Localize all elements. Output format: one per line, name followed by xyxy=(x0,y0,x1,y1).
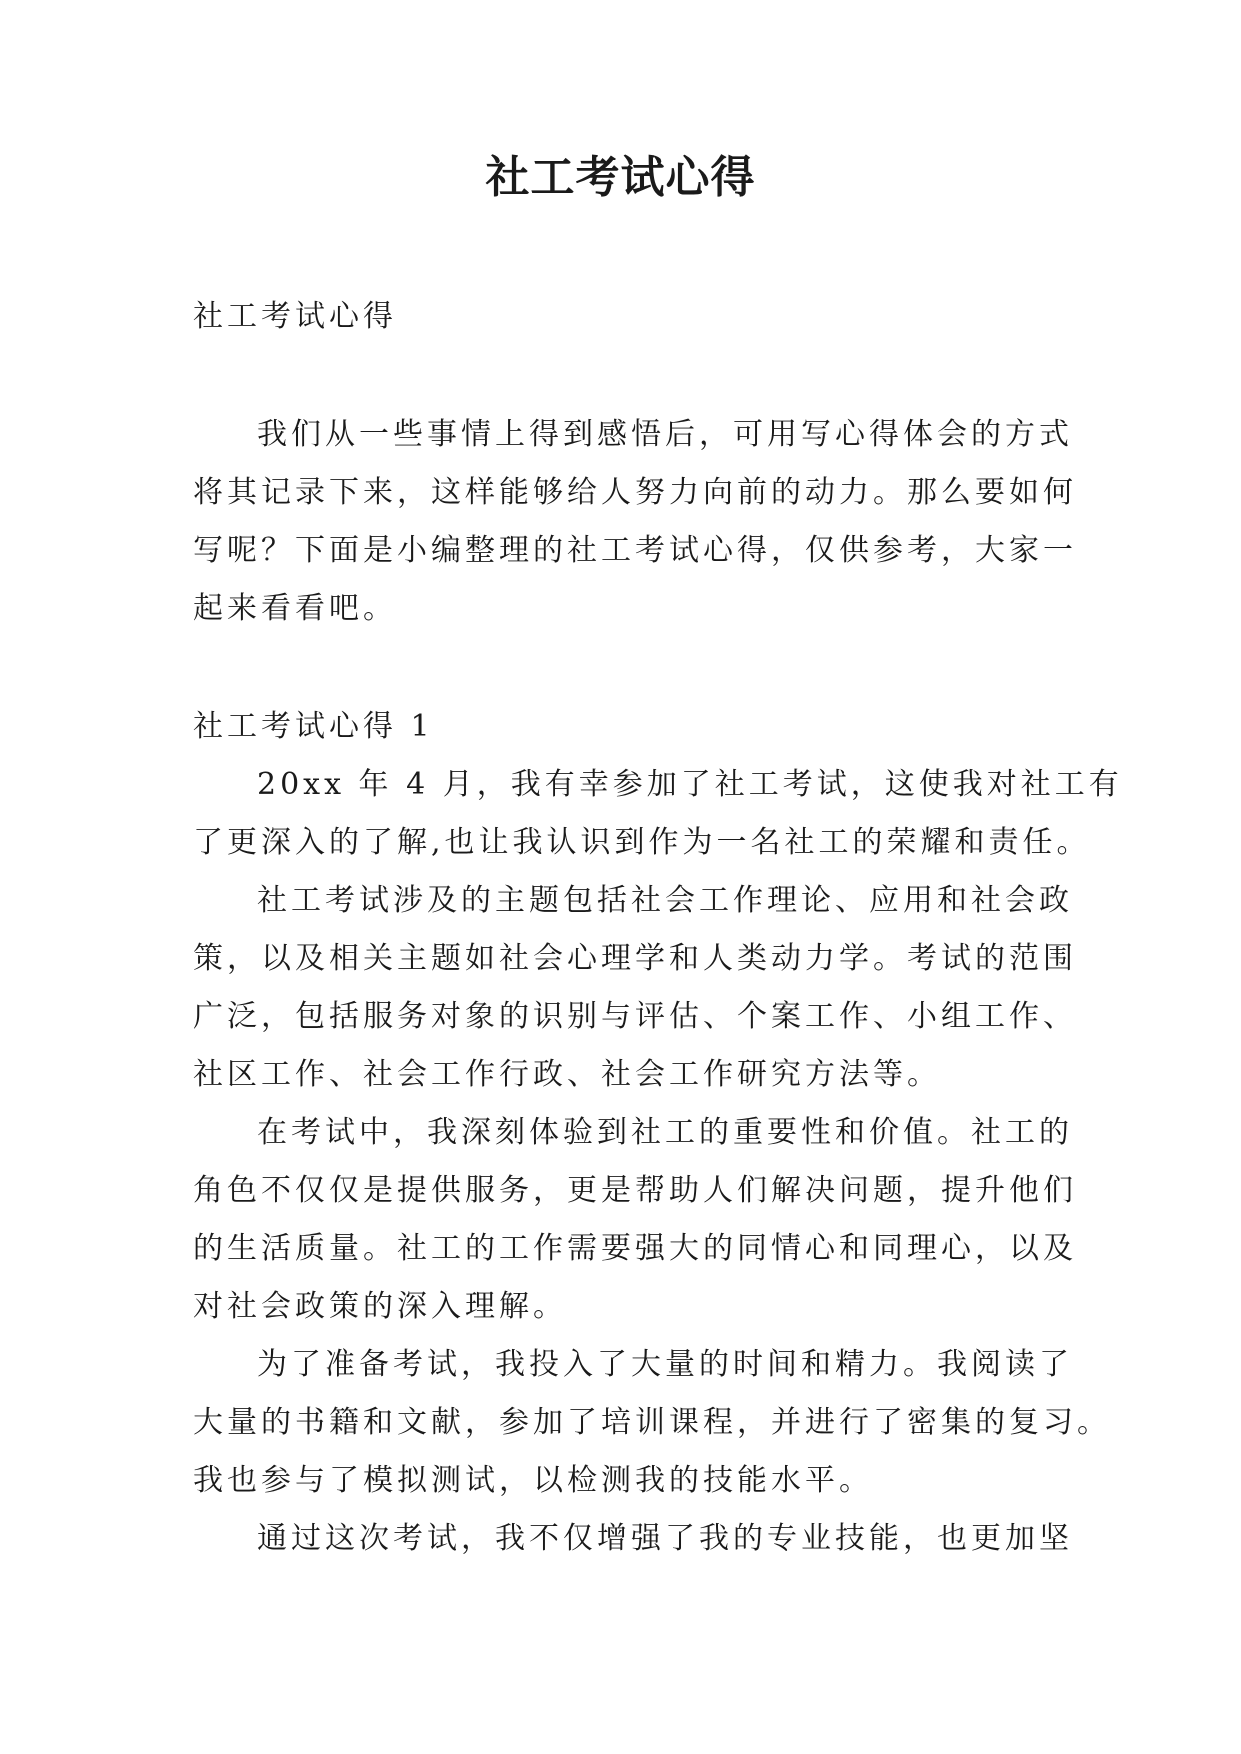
paragraph-4 xyxy=(193,1336,1111,1510)
document-subtitle: 社工考试心得 xyxy=(193,299,397,334)
paragraph-line: 策，以及相关主题如社会心理学和人类动力学。考试的范围 xyxy=(193,941,1077,976)
paragraph-1 xyxy=(193,756,1123,872)
document-title: 社工考试心得 xyxy=(485,152,756,203)
document-body xyxy=(193,288,1123,1568)
paragraph-line: 通过这次考试，我不仅增强了我的专业技能，也更加坚 xyxy=(257,1521,1073,1556)
paragraph-line: 大量的书籍和文献，参加了培训课程，并进行了密集的复习。 xyxy=(193,1405,1111,1440)
intro-line: 我们从一些事情上得到感悟后，可用写心得体会的方式 xyxy=(257,417,1073,452)
paragraph-line: 我也参与了模拟测试，以检测我的技能水平。 xyxy=(193,1463,873,1498)
paragraph-line: 为了准备考试，我投入了大量的时间和精力。我阅读了 xyxy=(257,1347,1073,1382)
paragraph-3 xyxy=(193,1104,1077,1336)
intro-line: 将其记录下来，这样能够给人努力向前的动力。那么要如何 xyxy=(193,475,1077,510)
paragraph-line: 广泛，包括服务对象的识别与评估、个案工作、小组工作、 xyxy=(193,999,1077,1034)
paragraph-line: 社区工作、社会工作行政、社会工作研究方法等。 xyxy=(193,1057,941,1092)
paragraph-line: 对社会政策的深入理解。 xyxy=(193,1289,567,1324)
paragraph-5 xyxy=(193,1510,1073,1568)
paragraph-line: 在考试中，我深刻体验到社工的重要性和价值。社工的 xyxy=(257,1115,1073,1150)
paragraph-2 xyxy=(193,872,1077,1104)
intro-paragraph xyxy=(193,406,1077,638)
section-heading: 社工考试心得 1 xyxy=(193,709,434,744)
paragraph-line: 20xx 年 4 月，我有幸参加了社工考试，这使我对社工有 xyxy=(257,767,1123,802)
intro-line: 起来看看吧。 xyxy=(193,591,397,626)
paragraph-line: 社工考试涉及的主题包括社会工作理论、应用和社会政 xyxy=(257,883,1073,918)
intro-line: 写呢？下面是小编整理的社工考试心得，仅供参考，大家一 xyxy=(193,533,1077,568)
paragraph-line: 了更深入的了解,也让我认识到作为一名社工的荣耀和责任。 xyxy=(193,825,1091,860)
paragraph-line: 的生活质量。社工的工作需要强大的同情心和同理心，以及 xyxy=(193,1231,1077,1266)
paragraph-line: 角色不仅仅是提供服务，更是帮助人们解决问题，提升他们 xyxy=(193,1173,1077,1208)
